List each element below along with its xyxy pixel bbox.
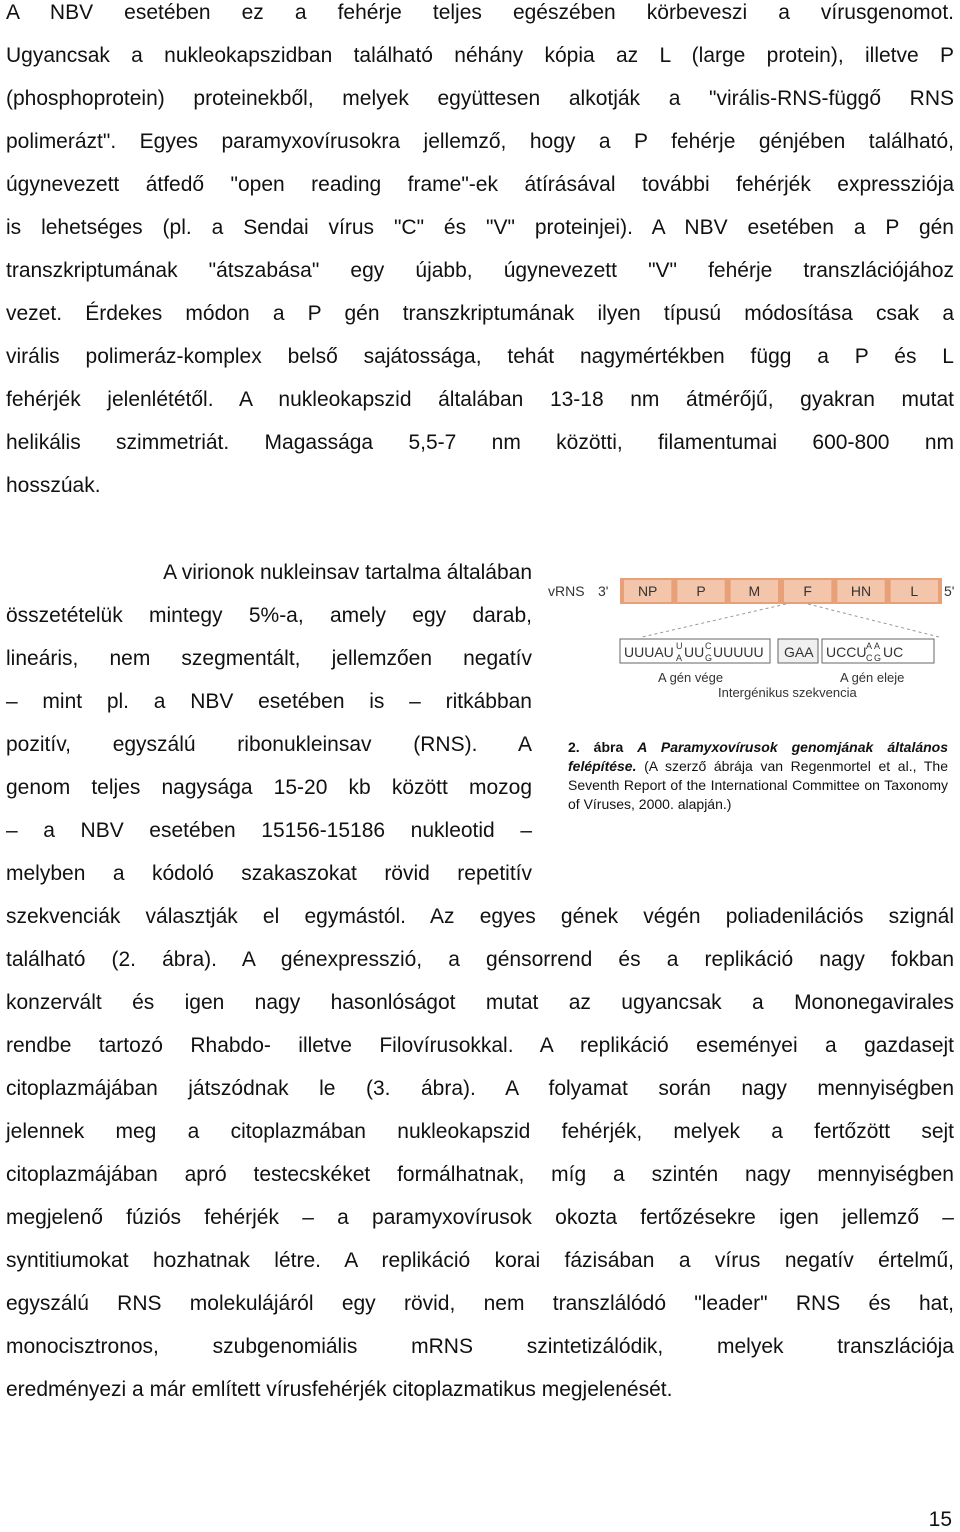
text-line: egyszálú RNS molekulájáról egy rövid, nem transzlálódó "leader" RNS és hat, (6, 1292, 954, 1315)
five-prime-label: 5' (944, 583, 955, 599)
gene-label-m: M (748, 583, 761, 599)
genome-diagram-svg (546, 565, 960, 715)
text-line: polimerázt". Egyes paramyxovírusokra jellemző, hogy a P fehérje génjében található, (6, 130, 954, 153)
genome-diagram (546, 565, 960, 715)
figure-title: A Paramyxovírusok genomjának általános felépítése. (568, 739, 949, 774)
text-line: megjelenő fúziós fehérjék – a paramyxovírusok okozta fertőzésekre igen jellemző – (6, 1206, 954, 1229)
gene-label-p: P (696, 583, 706, 599)
figure-number: 2. ábra (568, 739, 624, 755)
text-line: összetételük mintegy 5%-a, amely egy darab, (6, 604, 532, 627)
page-number: 15 (928, 1508, 952, 1531)
text-line: vezet. Érdekes módon a P gén transzkriptumának ilyen típusú módosítása csak a (6, 302, 954, 325)
text-line: melyben a kódoló szakaszokat rövid repetitív (6, 862, 532, 885)
seq-start-stack: A (866, 641, 873, 651)
text-line: monocisztronos, szubgenomiális mRNS szintetizálódik, melyek transzlációja (6, 1335, 954, 1358)
seq-end-stack: G (705, 653, 713, 663)
three-prime-label: 3' (598, 583, 609, 599)
text-line: virális polimeráz-komplex belső sajátossága, tehát nagymértékben függ a P és L (6, 345, 954, 368)
seq-start-stack: A (874, 641, 881, 651)
text-line: A virionok nukleinsav tartalma általában (163, 561, 532, 584)
guide-line (808, 604, 939, 637)
text-line: citoplazmájában játszódnak le (3. ábra). A folyamat során nagy mennyiségben (6, 1077, 954, 1100)
seq-intergenic: GAA (784, 644, 814, 660)
gene-label-hn: HN (850, 583, 872, 599)
guide-line (642, 604, 786, 637)
gene-label-np: NP (637, 583, 658, 599)
gene-label-f: F (803, 583, 812, 599)
text-line: A NBV esetében ez a fehérje teljes egészében körbeveszi a vírusgenomot. (6, 1, 954, 24)
figure-caption (568, 738, 948, 814)
text-line: eredményezi a már említett vírusfehérjék citoplazmatikus megjelenését. (6, 1378, 673, 1401)
text-line: is lehetséges (pl. a Sendai vírus "C" és "V" proteinjei). A NBV esetében a P gén (6, 216, 954, 239)
text-line: Ugyancsak a nukleokapszidban található néhány kópia az L (large protein), illetve P (6, 44, 954, 67)
gene-end-label: A gén vége (658, 670, 724, 685)
seq-end-stack: A (676, 653, 683, 663)
vrns-label: vRNS (548, 583, 585, 599)
seq-start-a: UCCU (826, 644, 867, 660)
text-line: hosszúak. (6, 474, 101, 497)
seq-start-tail: UC (883, 644, 904, 660)
text-line: jelennek meg a citoplazmában nukleokapszid fehérjék, melyek a fertőzött sejt (6, 1120, 954, 1143)
seq-end-a: UUUAU (624, 644, 674, 660)
text-line: helikális szimmetriát. Magassága 5,5-7 nm közötti, filamentumai 600-800 nm (6, 431, 954, 454)
text-line: – mint pl. a NBV esetében is – ritkábban (6, 690, 532, 713)
figure-source: (A szerző ábrája van Regenmortel et al., The Seventh Report of the International Committee on Taxonomy of Víruses, 2000. alapján.) (568, 758, 948, 812)
seq-end-stack: C (705, 641, 712, 651)
gene-start-label: A gén eleje (840, 670, 905, 685)
text-line: pozitív, egyszálú ribonukleinsav (RNS). A (6, 733, 532, 756)
text-line: konzervált és igen nagy hasonlóságot mutat az ugyancsak a Mononegavirales (6, 991, 954, 1014)
text-line: található (2. ábra). A génexpresszió, a génsorrend és a replikáció nagy fokban (6, 948, 954, 971)
gene-label-l: L (910, 583, 919, 599)
seq-end-mid: UU (684, 644, 705, 660)
text-line: úgynevezett átfedő "open reading frame"-ek átírásával további fehérjék expressziója (6, 173, 954, 196)
seq-end-stack: U (676, 641, 683, 651)
text-line: syntitiumokat hozhatnak létre. A replikáció korai fázisában a vírus negatív értelmű, (6, 1249, 954, 1272)
text-line: fehérjék jelenlététől. A nukleokapszid általában 13-18 nm átmérőjű, gyakran mutat (6, 388, 954, 411)
text-line: lineáris, nem szegmentált, jellemzően negatív (6, 647, 532, 670)
seq-start-stack: C (866, 653, 873, 663)
text-line: – a NBV esetében 15156-15186 nukleotid – (6, 819, 532, 842)
text-line: szekvenciák választják el egymástól. Az egyes gének végén poliadenilációs szignál (6, 905, 954, 928)
text-line: rendbe tartozó Rhabdo- illetve Filovírusokkal. A replikáció eseményei a gazdasejt (6, 1034, 954, 1057)
text-line: citoplazmájában apró testecskéket formálhatnak, míg a szintén nagy mennyiségben (6, 1163, 954, 1186)
text-line: genom teljes nagysága 15-20 kb között mozog (6, 776, 532, 799)
text-line: (phosphoprotein) proteinekből, melyek együttesen alkotják a "virális-RNS-függő RNS (6, 87, 954, 110)
seq-end-tail: UUUUU (713, 644, 764, 660)
intergenic-label: Intergénikus szekvencia (718, 685, 857, 700)
seq-start-stack: G (874, 653, 882, 663)
text-line: transzkriptumának "átszabása" egy újabb, úgynevezett "V" fehérje transzlációjához (6, 259, 954, 282)
